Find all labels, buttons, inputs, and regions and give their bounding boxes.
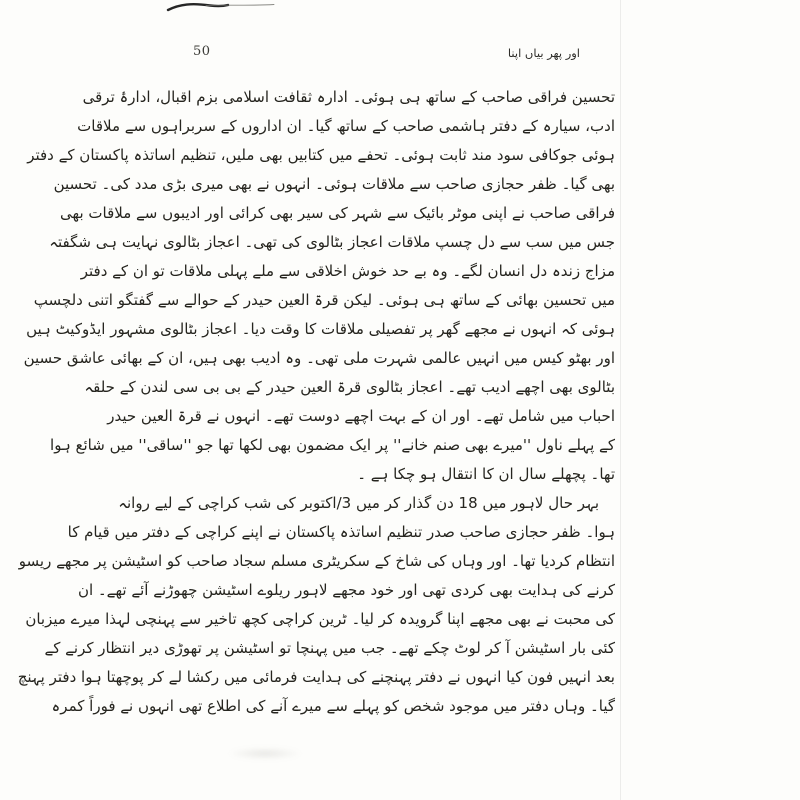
text-line: میں تحسین بھائی کے ساتھ ہی ہوئی۔ لیکن قرۃ العین حیدر کے حوالے سے گفتگو اتنی دلچسپ xyxy=(33,291,615,309)
text-line: فراقی صاحب نے اپنی موٹر بائیک سے شہر کی سیر بھی کرائی اور ادیبوں سے ملاقات بھی xyxy=(60,204,615,222)
text-line: بہر حال لاہور میں 18 دن گذار کر میں 3/اکتوبر کی شب کراچی کے لیے روانہ xyxy=(118,494,599,512)
text-line: ادب، سیارہ کے دفتر ہاشمی صاحب کے ساتھ گیا۔ ان اداروں کے سربراہوں سے ملاقات xyxy=(77,117,615,135)
text-line: جس میں سب سے دل چسپ ملاقات اعجاز بٹالوی کی تھی۔ اعجاز بٹالوی نہایت ہی شگفتہ xyxy=(49,233,615,251)
text-line: بھی گیا۔ ظفر حجازی صاحب سے ملاقات ہوئی۔ انہوں نے بھی میری بڑی مدد کی۔ تحسین xyxy=(53,175,615,193)
body-text xyxy=(17,83,615,721)
page-number: 50 xyxy=(193,44,211,59)
text-line: بعد انہیں فون کیا انہوں نے دفتر پہنچنے کی ہدایت فرمائی میں رکشا لے کر پوچھتا ہوا دفتر پہنچ xyxy=(17,668,615,686)
text-line: ہوا۔ ظفر حجازی صاحب صدر تنظیم اساتذہ پاکستان نے اپنے کراچی کے دفتر میں قیام کا xyxy=(67,523,615,541)
text-line: کے پہلے ناول ''میرے بھی صنم خانے'' پر ایک مضمون بھی لکھا تھا جو ''ساقی'' میں شائع ہوا xyxy=(50,436,615,454)
text-line: احباب میں شامل تھے۔ اور ان کے بہت اچھے دوست تھے۔ انہوں نے قرۃ العین حیدر xyxy=(107,407,615,425)
text-line: تھا۔ پچھلے سال ان کا انتقال ہو چکا ہے ۔ xyxy=(357,465,615,483)
text-line: بٹالوی بھی اچھے ادیب تھے۔ اعجاز بٹالوی قرۃ العین حیدر کے بی بی سی لندن کے حلقہ xyxy=(84,378,615,396)
text-line: کی محبت نے بھی مجھے اپنا گرویدہ کر لیا۔ ٹرین کراچی کچھ تاخیر سے پہنچی لہذا میرے میزبان xyxy=(25,610,615,628)
text-line: ہوئی جوکافی سود مند ثابت ہوئی۔ تحفے میں کتابیں بھی ملیں، تنظیم اساتذہ پاکستان کے دفتر xyxy=(27,146,615,164)
text-line: کرنے کی ہدایت بھی کردی تھی اور خود مجھے لاہور ریلوے اسٹیشن چھوڑنے آئے تھے۔ ان xyxy=(77,581,615,599)
text-line: مزاج زندہ دل انسان لگے۔ وہ بے حد خوش اخلاقی سے ملے پہلی ملاقات تو ان کے دفتر xyxy=(80,262,615,280)
text-line: اور بھٹو کیس میں انہیں عالمی شہرت ملی تھی۔ وہ ادیب بھی ہیں، ان کے بھائی عاشق حسین xyxy=(23,349,615,367)
text-line: انتظام کردیا تھا۔ اور وہاں کی شاخ کے سکریٹری مسلم سجاد صاحب کو اسٹیشن پر مجھے ریسو xyxy=(18,552,615,570)
text-line: ہوئی کہ انہوں نے مجھے گھر پر تفصیلی ملاقات کا وقت دیا۔ اعجاز بٹالوی مشہور ایڈوکیٹ ہیں xyxy=(26,320,615,338)
text-line: تحسین فراقی صاحب کے ساتھ ہی ہوئی۔ ادارہ ثقافت اسلامی بزم اقبال، ادارۂ ترقی xyxy=(82,88,615,106)
scan-artifact-swoosh xyxy=(166,0,278,16)
page-edge-line xyxy=(620,0,621,800)
text-line: کئی بار اسٹیشن آ کر لوٹ چکے تھے۔ جب میں پہنچا تو اسٹیشن پر تھوڑی دیر انتظار کرنے کے xyxy=(44,639,615,657)
text-line: گیا۔ وہاں دفتر میں موجود شخص کو پہلے سے میرے آنے کی اطلاع تھی انہوں نے فوراً کمرہ xyxy=(51,697,615,715)
running-title: اور پھر بیاں اپنا xyxy=(507,46,580,60)
scan-smudge xyxy=(228,747,302,760)
